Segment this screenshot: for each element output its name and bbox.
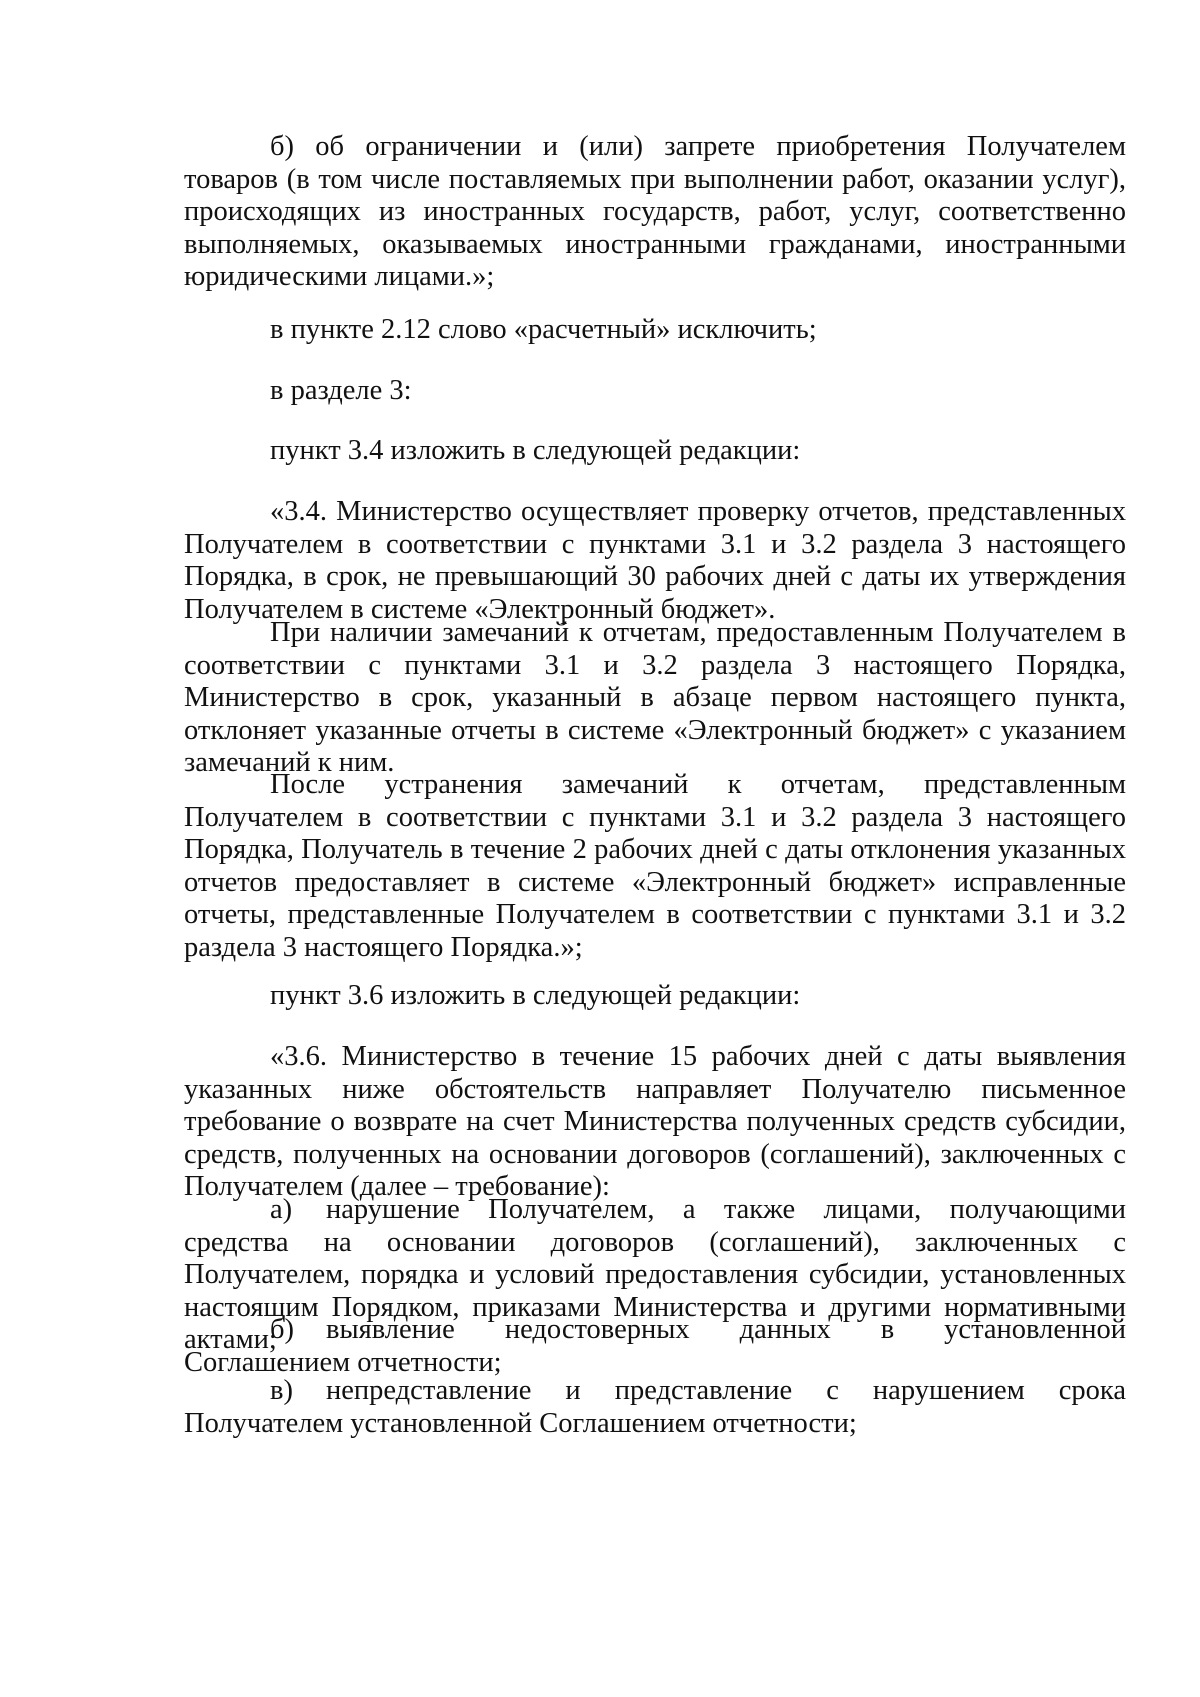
list-item (184, 1375, 1126, 1440)
list-item-mark: б) (270, 1314, 294, 1345)
paragraph-item-3-4-heading: пункт 3.4 изложить в следующей редакции: (270, 435, 801, 466)
list-item-text: выявление недостоверных данных в установленной Соглашением отчетности; (184, 1314, 1126, 1378)
paragraph-section-3: в разделе 3: (270, 375, 412, 406)
list-item-mark: а) (270, 1194, 293, 1225)
paragraph-purchase-restriction: б) об ограничении и (или) запрете приобретения Получателем товаров (в том числе поставляемых при выполнении работ, оказании услуг), происходящих из иностранных государств, работ, услуг, соответственно выполняемых, оказываемых иностранными гражданами, иностранными юридическими лицами.»; (184, 131, 1126, 293)
list-item-text: непредставление и представление с нарушением срока Получателем установленной Соглашением отчетности; (184, 1375, 1126, 1439)
list-item-text: нарушение Получателем, а также лицами, получающими средства на основании договоров (соглашений), заключенных с Получателем, порядка и условий предоставления субсидии, установленных настоящим Порядком, приказами Министерства и другими нормативными актами; (184, 1194, 1126, 1356)
paragraph-corrections: После устранения замечаний к отчетам, представленным Получателем в соответствии с пунктами 3.1 и 3.2 раздела 3 настоящего Порядка, Получатель в течение 2 рабочих дней с даты отклонения указанных отчетов предоставляет в системе «Электронный бюджет» исправленные отчеты, представленные Получателем в соответствии с пунктами 3.1 и 3.2 раздела 3 настоящего Порядка.»; (184, 769, 1126, 963)
paragraph-item-3-6-text: «3.6. Министерство в течение 15 рабочих дней с даты выявления указанных ниже обстоятельств направляет Получателю письменное требование о возврате на счет Министерства полученных средств субсидии, средств, полученных на основании договоров (соглашений), заключенных с Получателем (далее – требование): (184, 1041, 1126, 1203)
list-item (184, 1314, 1126, 1379)
list-item-mark: в) (270, 1375, 293, 1406)
paragraph-remarks: При наличии замечаний к отчетам, предоставленным Получателем в соответствии с пунктами 3.1 и 3.2 раздела 3 настоящего Порядка, Министерство в срок, указанный в абзаце первом настоящего пункта, отклоняет указанные отчеты в системе «Электронный бюджет» с указанием замечаний к ним. (184, 617, 1126, 779)
paragraph-item-2-12: в пункте 2.12 слово «расчетный» исключить; (270, 314, 817, 345)
paragraph-item-3-6-heading: пункт 3.6 изложить в следующей редакции: (270, 980, 801, 1011)
paragraph-item-3-4-text: «3.4. Министерство осуществляет проверку отчетов, представленных Получателем в соответствии с пунктами 3.1 и 3.2 раздела 3 настоящего Порядка, в срок, не превышающий 30 рабочих дней с даты их утверждения Получателем в системе «Электронный бюджет». (184, 496, 1126, 625)
